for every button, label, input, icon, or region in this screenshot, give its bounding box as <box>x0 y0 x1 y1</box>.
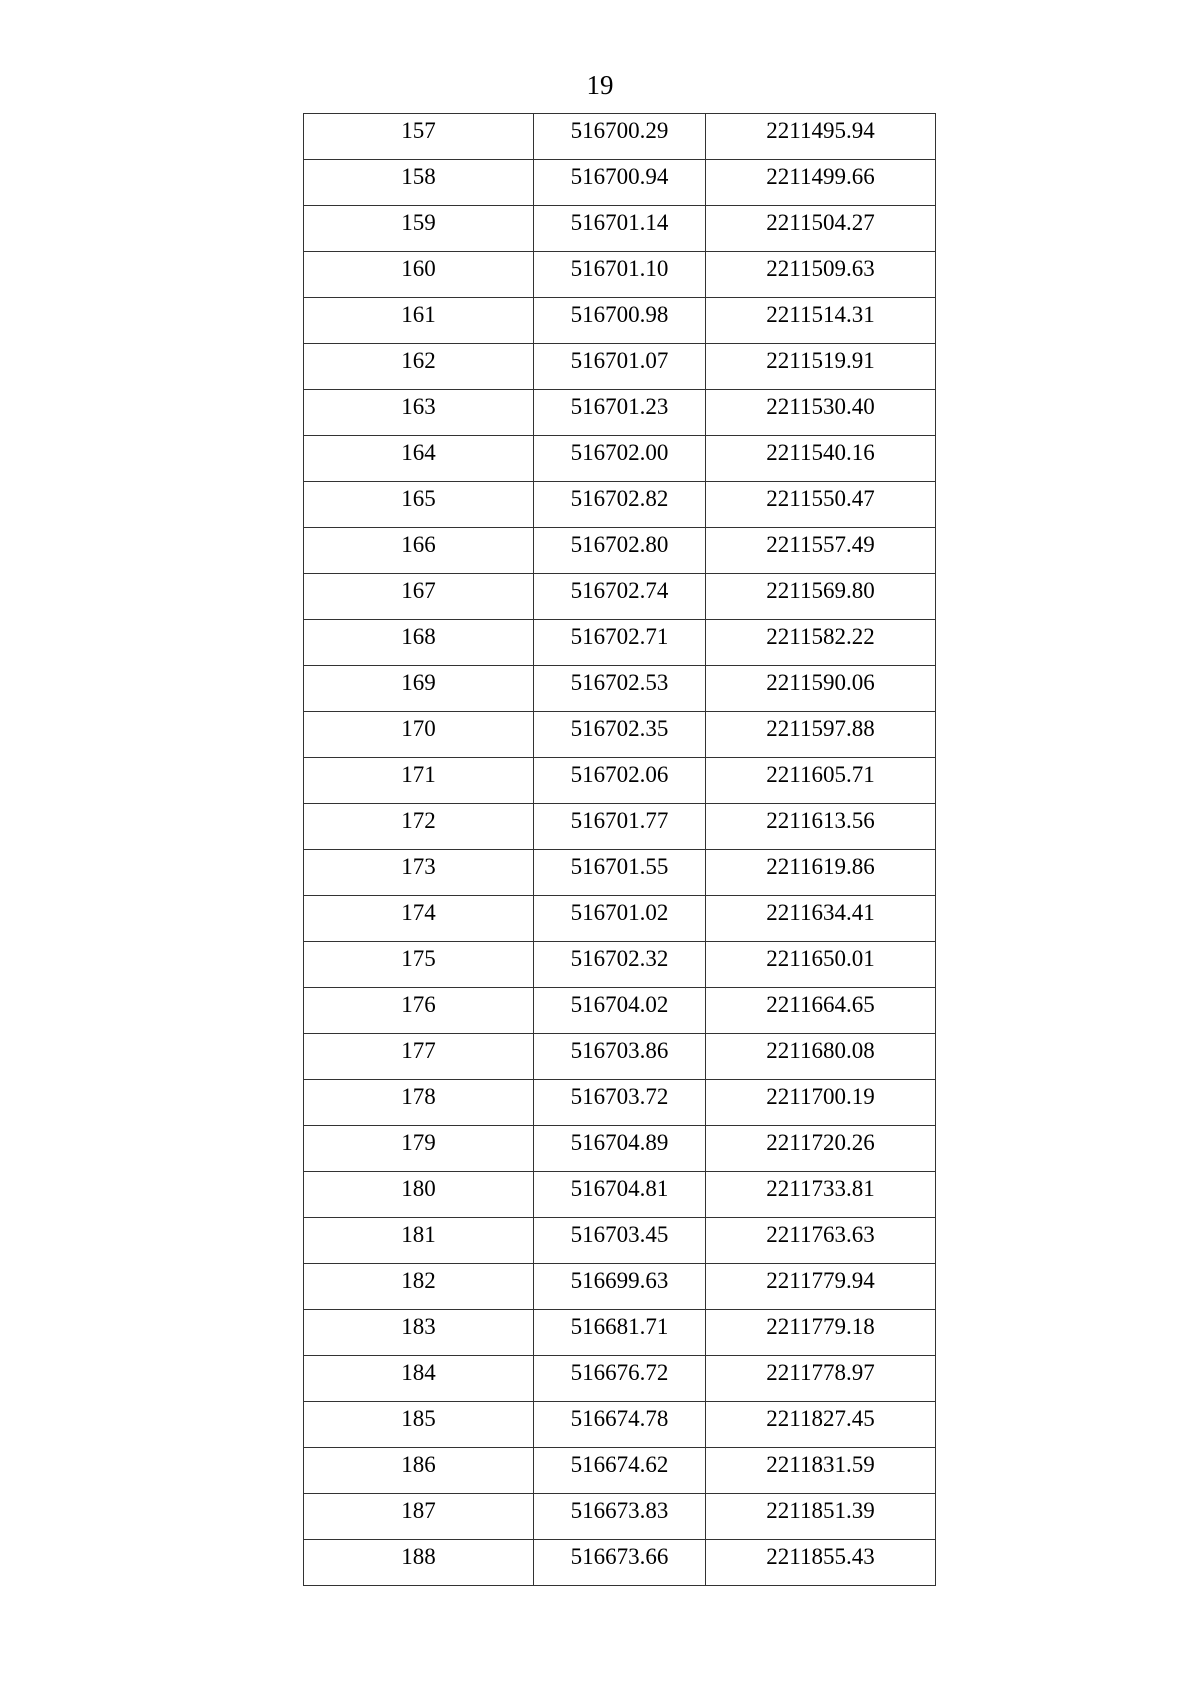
point-number-cell: 165 <box>304 482 534 528</box>
x-coordinate-cell: 516702.80 <box>534 528 706 574</box>
x-coordinate-cell: 516674.78 <box>534 1402 706 1448</box>
table-row <box>304 206 936 252</box>
table-row <box>304 1356 936 1402</box>
point-number-cell: 167 <box>304 574 534 620</box>
coordinates-table <box>303 113 936 1586</box>
point-number-cell: 181 <box>304 1218 534 1264</box>
table-row <box>304 1310 936 1356</box>
point-number-cell: 163 <box>304 390 534 436</box>
x-coordinate-cell: 516701.02 <box>534 896 706 942</box>
y-coordinate-cell: 2211605.71 <box>706 758 936 804</box>
point-number-cell: 170 <box>304 712 534 758</box>
x-coordinate-cell: 516702.53 <box>534 666 706 712</box>
table-row <box>304 1448 936 1494</box>
point-number-cell: 186 <box>304 1448 534 1494</box>
x-coordinate-cell: 516702.06 <box>534 758 706 804</box>
table-row <box>304 712 936 758</box>
table-row <box>304 1264 936 1310</box>
x-coordinate-cell: 516702.74 <box>534 574 706 620</box>
table-row <box>304 1034 936 1080</box>
point-number-cell: 161 <box>304 298 534 344</box>
y-coordinate-cell: 2211540.16 <box>706 436 936 482</box>
y-coordinate-cell: 2211509.63 <box>706 252 936 298</box>
y-coordinate-cell: 2211514.31 <box>706 298 936 344</box>
table-row <box>304 896 936 942</box>
x-coordinate-cell: 516676.72 <box>534 1356 706 1402</box>
point-number-cell: 166 <box>304 528 534 574</box>
y-coordinate-cell: 2211550.47 <box>706 482 936 528</box>
point-number-cell: 171 <box>304 758 534 804</box>
x-coordinate-cell: 516699.63 <box>534 1264 706 1310</box>
point-number-cell: 180 <box>304 1172 534 1218</box>
point-number-cell: 182 <box>304 1264 534 1310</box>
point-number-cell: 176 <box>304 988 534 1034</box>
table-row <box>304 114 936 160</box>
table-row <box>304 942 936 988</box>
table-row <box>304 1402 936 1448</box>
point-number-cell: 188 <box>304 1540 534 1586</box>
point-number-cell: 184 <box>304 1356 534 1402</box>
point-number-cell: 158 <box>304 160 534 206</box>
x-coordinate-cell: 516701.77 <box>534 804 706 850</box>
x-coordinate-cell: 516704.02 <box>534 988 706 1034</box>
x-coordinate-cell: 516703.72 <box>534 1080 706 1126</box>
x-coordinate-cell: 516703.45 <box>534 1218 706 1264</box>
y-coordinate-cell: 2211590.06 <box>706 666 936 712</box>
y-coordinate-cell: 2211680.08 <box>706 1034 936 1080</box>
y-coordinate-cell: 2211827.45 <box>706 1402 936 1448</box>
table-row <box>304 804 936 850</box>
table-row <box>304 1218 936 1264</box>
x-coordinate-cell: 516701.10 <box>534 252 706 298</box>
table-row <box>304 758 936 804</box>
x-coordinate-cell: 516701.07 <box>534 344 706 390</box>
x-coordinate-cell: 516702.32 <box>534 942 706 988</box>
x-coordinate-cell: 516704.81 <box>534 1172 706 1218</box>
point-number-cell: 157 <box>304 114 534 160</box>
y-coordinate-cell: 2211569.80 <box>706 574 936 620</box>
point-number-cell: 187 <box>304 1494 534 1540</box>
table-row <box>304 390 936 436</box>
table-row <box>304 988 936 1034</box>
x-coordinate-cell: 516702.71 <box>534 620 706 666</box>
y-coordinate-cell: 2211495.94 <box>706 114 936 160</box>
x-coordinate-cell: 516673.66 <box>534 1540 706 1586</box>
y-coordinate-cell: 2211831.59 <box>706 1448 936 1494</box>
x-coordinate-cell: 516702.82 <box>534 482 706 528</box>
point-number-cell: 172 <box>304 804 534 850</box>
x-coordinate-cell: 516701.55 <box>534 850 706 896</box>
x-coordinate-cell: 516674.62 <box>534 1448 706 1494</box>
point-number-cell: 162 <box>304 344 534 390</box>
y-coordinate-cell: 2211619.86 <box>706 850 936 896</box>
y-coordinate-cell: 2211720.26 <box>706 1126 936 1172</box>
y-coordinate-cell: 2211530.40 <box>706 390 936 436</box>
table-row <box>304 252 936 298</box>
point-number-cell: 174 <box>304 896 534 942</box>
y-coordinate-cell: 2211700.19 <box>706 1080 936 1126</box>
x-coordinate-cell: 516702.00 <box>534 436 706 482</box>
y-coordinate-cell: 2211634.41 <box>706 896 936 942</box>
x-coordinate-cell: 516703.86 <box>534 1034 706 1080</box>
y-coordinate-cell: 2211855.43 <box>706 1540 936 1586</box>
table-row <box>304 160 936 206</box>
x-coordinate-cell: 516673.83 <box>534 1494 706 1540</box>
y-coordinate-cell: 2211779.94 <box>706 1264 936 1310</box>
table-row <box>304 482 936 528</box>
point-number-cell: 159 <box>304 206 534 252</box>
point-number-cell: 177 <box>304 1034 534 1080</box>
table-row <box>304 298 936 344</box>
table-row <box>304 620 936 666</box>
y-coordinate-cell: 2211504.27 <box>706 206 936 252</box>
table-row <box>304 436 936 482</box>
point-number-cell: 179 <box>304 1126 534 1172</box>
x-coordinate-cell: 516701.14 <box>534 206 706 252</box>
point-number-cell: 173 <box>304 850 534 896</box>
x-coordinate-cell: 516702.35 <box>534 712 706 758</box>
point-number-cell: 178 <box>304 1080 534 1126</box>
table-row <box>304 1172 936 1218</box>
y-coordinate-cell: 2211613.56 <box>706 804 936 850</box>
table-row <box>304 344 936 390</box>
page-number: 19 <box>586 70 614 100</box>
y-coordinate-cell: 2211650.01 <box>706 942 936 988</box>
coordinates-table-body <box>304 114 936 1586</box>
x-coordinate-cell: 516704.89 <box>534 1126 706 1172</box>
table-row <box>304 1080 936 1126</box>
point-number-cell: 160 <box>304 252 534 298</box>
table-row <box>304 1540 936 1586</box>
point-number-cell: 185 <box>304 1402 534 1448</box>
table-row <box>304 1126 936 1172</box>
x-coordinate-cell: 516701.23 <box>534 390 706 436</box>
x-coordinate-cell: 516681.71 <box>534 1310 706 1356</box>
x-coordinate-cell: 516700.98 <box>534 298 706 344</box>
y-coordinate-cell: 2211779.18 <box>706 1310 936 1356</box>
y-coordinate-cell: 2211664.65 <box>706 988 936 1034</box>
table-row <box>304 850 936 896</box>
table-row <box>304 1494 936 1540</box>
point-number-cell: 183 <box>304 1310 534 1356</box>
point-number-cell: 168 <box>304 620 534 666</box>
y-coordinate-cell: 2211733.81 <box>706 1172 936 1218</box>
table-row <box>304 666 936 712</box>
y-coordinate-cell: 2211557.49 <box>706 528 936 574</box>
point-number-cell: 175 <box>304 942 534 988</box>
y-coordinate-cell: 2211582.22 <box>706 620 936 666</box>
y-coordinate-cell: 2211778.97 <box>706 1356 936 1402</box>
y-coordinate-cell: 2211851.39 <box>706 1494 936 1540</box>
table-row <box>304 528 936 574</box>
y-coordinate-cell: 2211763.63 <box>706 1218 936 1264</box>
point-number-cell: 164 <box>304 436 534 482</box>
x-coordinate-cell: 516700.29 <box>534 114 706 160</box>
y-coordinate-cell: 2211597.88 <box>706 712 936 758</box>
point-number-cell: 169 <box>304 666 534 712</box>
x-coordinate-cell: 516700.94 <box>534 160 706 206</box>
table-row <box>304 574 936 620</box>
y-coordinate-cell: 2211519.91 <box>706 344 936 390</box>
y-coordinate-cell: 2211499.66 <box>706 160 936 206</box>
